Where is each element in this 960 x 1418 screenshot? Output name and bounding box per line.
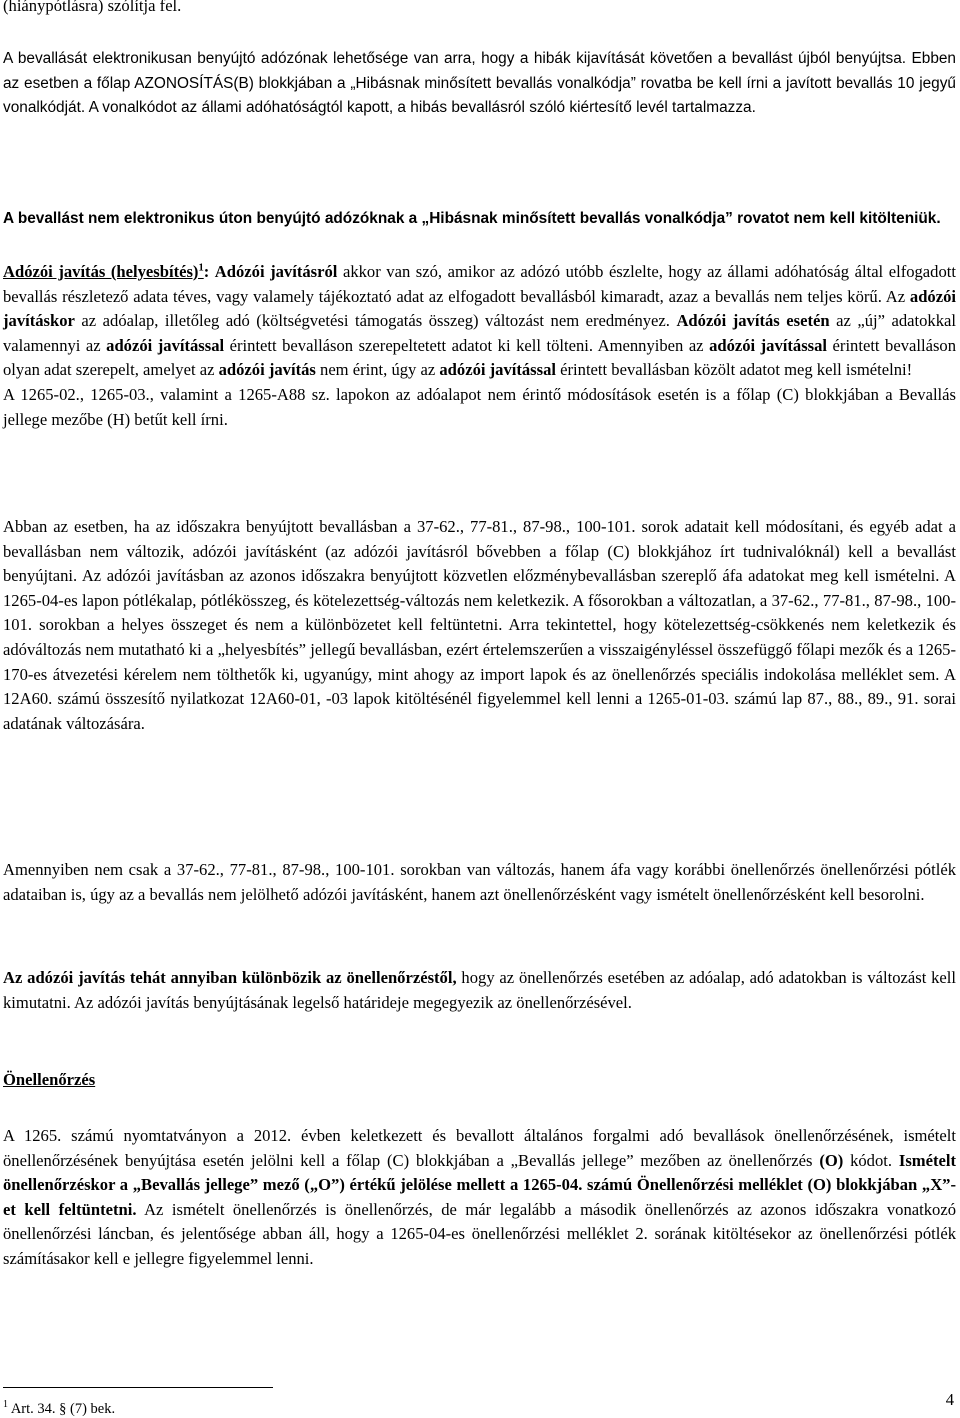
footnote-reference: 1 xyxy=(198,262,204,274)
correction-term: Adózói javítás (helyesbítés) xyxy=(3,262,199,281)
footnote xyxy=(3,1400,115,1418)
correction-bold-3: Adózói javítás esetén xyxy=(676,311,830,331)
footnote-marker: 1 xyxy=(3,1399,8,1411)
difference-text: hogy az önellenőrzés esetében az adóalap, adó adatokban is változást kell kimutatni. Az adózói javítás benyújtásának legelső határideje megegyezik az önellenőrzésével. xyxy=(3,968,956,1012)
self-revision-bold-1: (O) xyxy=(819,1150,844,1170)
top-fragment: (hiánypótlásra) szólítja fel. xyxy=(3,0,182,15)
correction-text-4: érintett bevalláson szerepeltetett adatot ki kell tölteni. Amennyiben az xyxy=(224,335,710,355)
correction-text-8: A 1265-02., 1265-03., valamint a 1265-A88 sz. lapokon az adóalapot nem érintő módosítások esetén is a főlap (C) blokkjában a Bevallás jellege mezőbe (H) betűt kell írni. xyxy=(3,384,956,429)
paragraph-periodic-return: Abban az esetben, ha az időszakra benyújtott bevallásban a 37-62., 77-81., 87-98., 100-101. sorok adatait kell módosítani, és egyéb adat a bevallásban nem változik, adózói javításként (az adózói javításról bővebben a főlap (C) blokkjához írt tudnivalóknál) kell a bevallást benyújtani. Az adózói javításban az azonos időszakra benyújtott közvetlen előzménybevallásban szereplő áfa adatokat meg kell ismételni. A 1265-04-es lapon pótlékalap, pótlékösszeg, és kötelezettség-változás nem keletkezik. A fősorokban a változatlan, a 37-62., 77-81., 87-98., 100-101. sorokban a helyes összeget és nem a különbözetet kell feltüntetni. Arra tekintettel, hogy kötelezettség-csökkenés nem keletkezik és adóváltozás nem mutatható ki a „helyesbítés” jellegű bevallásban, ezért értelemszerűen a visszaigényléssel összefüggő főlapi mezők és a 1265-170-es átvezetési kérelem nem tölthetők ki, ugyanúgy, mint ahogy az import lapok és az önellenőrzés speciális indokolása melléklet sem. A 12A60. számú összesítő nyilatkozat 12A60-01, -03 lapok kitöltésénél figyelemmel kell lenni a 1265-01-03. számú lap 87., 88., 89., 91. sorai adatának változására. xyxy=(3,517,956,733)
self-revision-text-2: kódot. xyxy=(843,1150,899,1170)
self-revision-bold-2: Ismételt önellenőrzéskor a „Bevallás jellege” mező („O”) értékű jelölése mellett a 1265-04. számú Önellenőrzési melléklet (O) blokkjában „X”-et kell feltüntetni. xyxy=(3,1150,956,1219)
correction-bold-7: adózói javítással xyxy=(439,360,556,380)
paragraph-electronic-resubmission: A bevallását elektronikusan benyújtó adózónak lehetősége van arra, hogy a hibák kijavítását követően a bevallást újból benyújtsa. Ebben az esetben a főlap AZONOSÍTÁS(B) blokkjában a „Hibásnak minősített bevallás vonalkódja” rovatba be kell írni a javított bevallás 10 jegyű vonalkódját. A vonalkódot az állami adóhatóságtól kapott, a hibás bevallásról szóló kiértesítő levél tartalmazza. xyxy=(3,50,956,117)
paragraph-not-only-rows: Amennyiben nem csak a 37-62., 77-81., 87-98., 100-101. sorokban van változás, hanem áfa vagy korábbi önellenőrzés önellenőrzési pótlék adataiban is, úgy az a bevallás nem jelölhető adózói javításként, hanem azt önellenőrzésként vagy ismételt önellenőrzésként kell besorolni. xyxy=(3,860,956,904)
correction-bold-5: adózói javítással xyxy=(709,335,828,355)
page-number: 4 xyxy=(945,1390,954,1409)
self-revision-text-1: A 1265. számú nyomtatványon a 2012. évben keletkezett és bevallott általános forgalmi adó bevallások önellenőrzésének, ismételt önellenőrzésének benyújtása esetén jelölni kell a főlap (C) blokkjában a „Bevallás jellege” mezőben az önellenőrzés xyxy=(3,1126,956,1170)
correction-bold-2: adózói javításkor xyxy=(3,286,956,331)
correction-bold-1: Adózói javításról xyxy=(214,262,338,281)
heading-self-revision: Önellenőrzés xyxy=(3,1070,96,1089)
correction-bold-4: adózói javítással xyxy=(106,335,225,355)
correction-text-1: akkor van szó, amikor az adózó utóbb észlelte, hogy az állami adóhatóság által elfogadott bevallás részletező adata téves, vagy valamely tájékoztató adat az elfogadott bevallásból kimaradt, azaz a bevallás nem teljes körű. Az xyxy=(3,262,956,306)
correction-bold-6: adózói javítás xyxy=(218,360,316,380)
correction-text-3: az „új” adatokkal valamennyi az xyxy=(3,311,956,355)
correction-text-2: az adóalap, illetőleg adó (költségvetési támogatás összeg) változást nem eredményez. xyxy=(74,311,677,331)
paragraph-self-revision xyxy=(3,1124,956,1272)
correction-term-colon: : xyxy=(203,262,210,281)
correction-text-6: nem érint, úgy az xyxy=(315,360,440,380)
paragraph-taxpayer-correction xyxy=(3,260,956,432)
correction-text-7: érintett bevallásban közölt adatot meg kell ismételni! xyxy=(556,360,913,380)
paragraph-non-electronic: A bevallást nem elektronikus úton benyújtó adózóknak a „Hibásnak minősített bevallás vonalkódja” rovatot nem kell kitölteniük. xyxy=(3,210,941,227)
paragraph-difference xyxy=(3,966,956,1015)
footnote-separator xyxy=(3,1387,273,1388)
difference-bold: Az adózói javítás tehát annyiban különbözik az önellenőrzéstől, xyxy=(3,968,457,987)
footnote-text: Art. 34. § (7) bek. xyxy=(8,1401,116,1417)
self-revision-text-3: Az ismételt önellenőrzés is önellenőrzés, de már legalább a második önellenőrzés az azonos időszakra vonatkozó önellenőrzési láncban, és jelentősége abban áll, hogy a 1265-04-es önellenőrzési melléklet 2. sorának kitöltésekor az önellenőrzési pótlék számításakor kell e jellegre figyelemmel lenni. xyxy=(3,1199,956,1268)
correction-text-5: érintett bevalláson olyan adat szerepelt, amelyet az xyxy=(3,335,957,380)
